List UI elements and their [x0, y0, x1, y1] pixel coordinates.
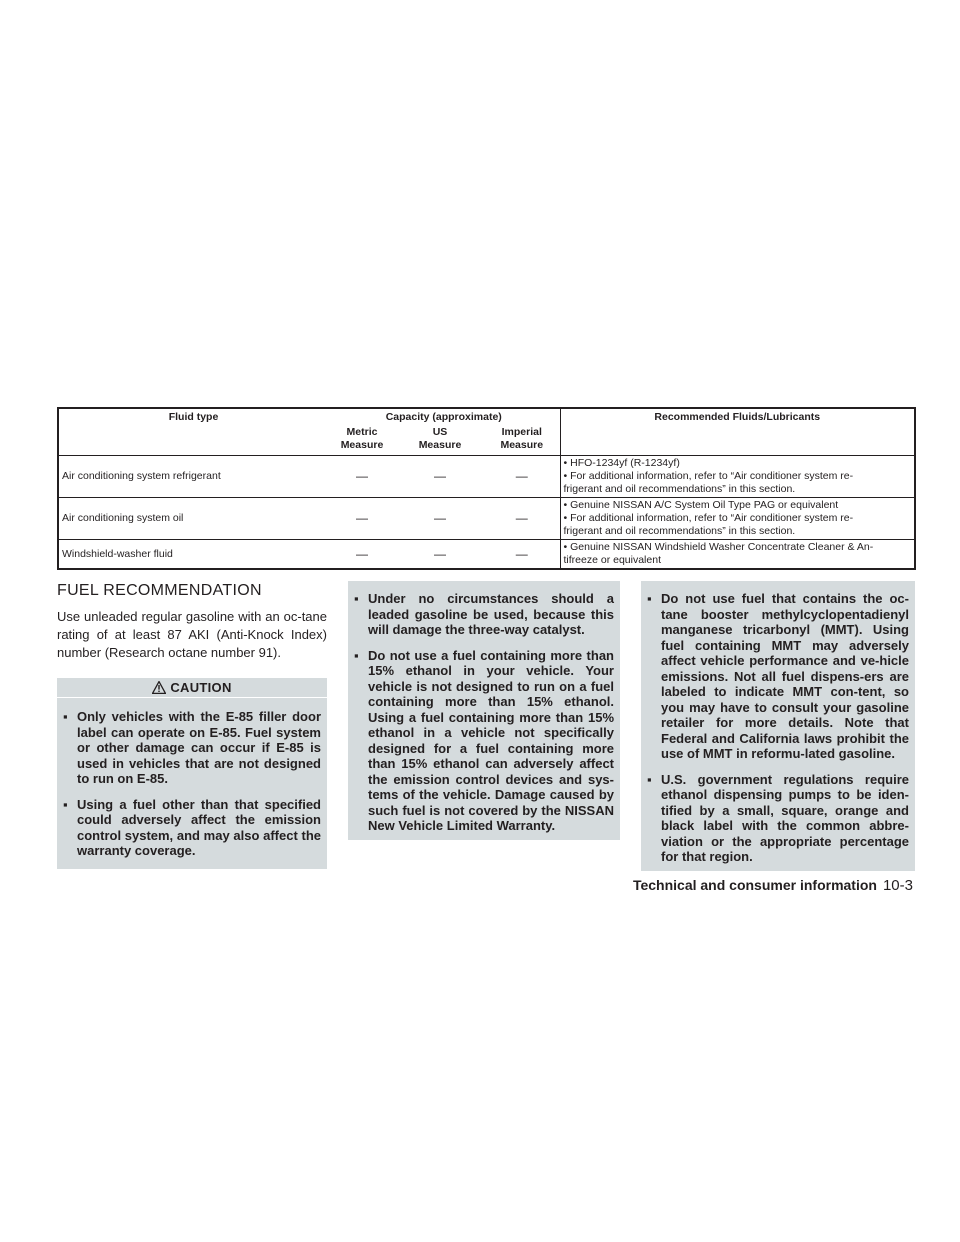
page-number: 10-3: [882, 877, 913, 894]
metric-cell: —: [328, 540, 396, 570]
table-row: [58, 456, 915, 498]
recommended-cell: • Genuine NISSAN A/C System Oil Type PAG or equivalent • For additional information, refer to “Air conditioner system re- frigerant and oil recommendations” in this section.: [560, 498, 915, 540]
list-item: [57, 797, 323, 859]
bullet-icon: ▪: [63, 709, 68, 724]
middle-column: [348, 578, 620, 840]
caution-item-text: Using a fuel other than that specified could adversely affect the emission control system, and may also affect the warranty coverage.: [77, 796, 321, 858]
header-capacity: Capacity (approximate): [385, 411, 502, 423]
warning-box: [348, 581, 620, 840]
caution-item-text: Only vehicles with the E-85 filler door label can operate on E-85. Fuel system or other damage can occur if E-85 is used in vehicles that are not designed to run on E-85.: [77, 709, 321, 786]
fluid-type-cell: Air conditioning system refrigerant: [58, 456, 328, 498]
warning-list: [641, 591, 911, 865]
warning-triangle-icon: [152, 681, 166, 694]
bullet-icon: ▪: [354, 647, 359, 663]
caution-label: CAUTION: [170, 680, 232, 695]
imperial-cell: —: [484, 498, 560, 540]
fluids-table: [57, 407, 916, 570]
warning-item-text: Do not use fuel that contains the oc-tane booster methylcyclopentadienyl manganese tricarbonyl (MMT). Using fuel containing MMT may adversely affect vehicle performance and ve-hicle emissions. Not all fuel dispens-ers are labeled to indicate MMT con-tent, so you may have to consult your gasoline retailer for more details. Note that Federal and California laws prohibit the use of MMT in reformu-lated gasoline.: [661, 591, 909, 761]
metric-cell: —: [328, 498, 396, 540]
header-fluid-type: Fluid type: [168, 411, 219, 423]
imperial-cell: —: [484, 456, 560, 498]
list-item: [641, 772, 911, 865]
bullet-icon: ▪: [647, 771, 652, 787]
recommended-cell: • Genuine NISSAN Windshield Washer Concentrate Cleaner & An- tifreeze or equivalent: [560, 540, 915, 570]
caution-header: [57, 678, 327, 698]
fluid-type-cell: Air conditioning system oil: [58, 498, 328, 540]
section-title: FUEL RECOMMENDATION: [57, 582, 262, 599]
list-item: [348, 648, 616, 834]
bullet-icon: ▪: [63, 796, 68, 812]
warning-item-text: U.S. government regulations require ethanol dispensing pumps to be iden-tified by a small, square, orange and black label with the common abbre-viation or the appropriate percentage for that region.: [661, 771, 909, 864]
header-recommended: Recommended Fluids/Lubricants: [560, 408, 915, 456]
footer-section-title: Technical and consumer information: [632, 877, 877, 893]
header-us: US Measure: [418, 426, 462, 451]
table-row: [58, 498, 915, 540]
right-column: [641, 578, 915, 871]
caution-list: [57, 698, 327, 859]
list-item: [57, 709, 323, 787]
left-column: [57, 578, 327, 869]
bullet-icon: ▪: [354, 591, 359, 606]
metric-cell: —: [328, 456, 396, 498]
list-item: [348, 591, 616, 638]
header-imperial: Imperial Measure: [500, 426, 544, 451]
warning-item-text: Do not use a fuel containing more than 15% ethanol in your vehicle. Your vehicle is not designed to run on a fuel containing more than 15% ethanol. Using a fuel containing more than 15% ethanol in a vehicle not specifically designed for a fuel containing more than 15% ethanol can adversely affect the emission control devices and sys-tems of the vehicle. Damage caused by such fuel is not covered by the NISSAN New Vehicle Limited Warranty.: [368, 647, 614, 833]
page-footer: [633, 877, 913, 894]
us-cell: —: [396, 540, 484, 570]
warning-item-text: Under no circumstances should a leaded gasoline be used, because this will damage the three-way catalyst.: [368, 591, 614, 637]
fuel-intro-paragraph: Use unleaded regular gasoline with an oc-tane rating of at least 87 AKI (Anti-Knock Index) number (Research octane number 91).: [57, 609, 327, 660]
caution-box: [57, 678, 327, 869]
warning-list: [348, 591, 616, 834]
table-header-row: [58, 408, 915, 424]
table-row: [58, 540, 915, 570]
us-cell: —: [396, 498, 484, 540]
bullet-icon: ▪: [647, 591, 652, 606]
header-metric: Metric Measure: [340, 426, 384, 451]
warning-box: [641, 581, 915, 871]
list-item: [641, 591, 911, 762]
us-cell: —: [396, 456, 484, 498]
recommended-cell: • HFO-1234yf (R-1234yf) • For additional information, refer to “Air conditioner system re- frigerant and oil recommendations” in this section.: [560, 456, 915, 498]
imperial-cell: —: [484, 540, 560, 570]
fluid-type-cell: Windshield-washer fluid: [58, 540, 328, 570]
